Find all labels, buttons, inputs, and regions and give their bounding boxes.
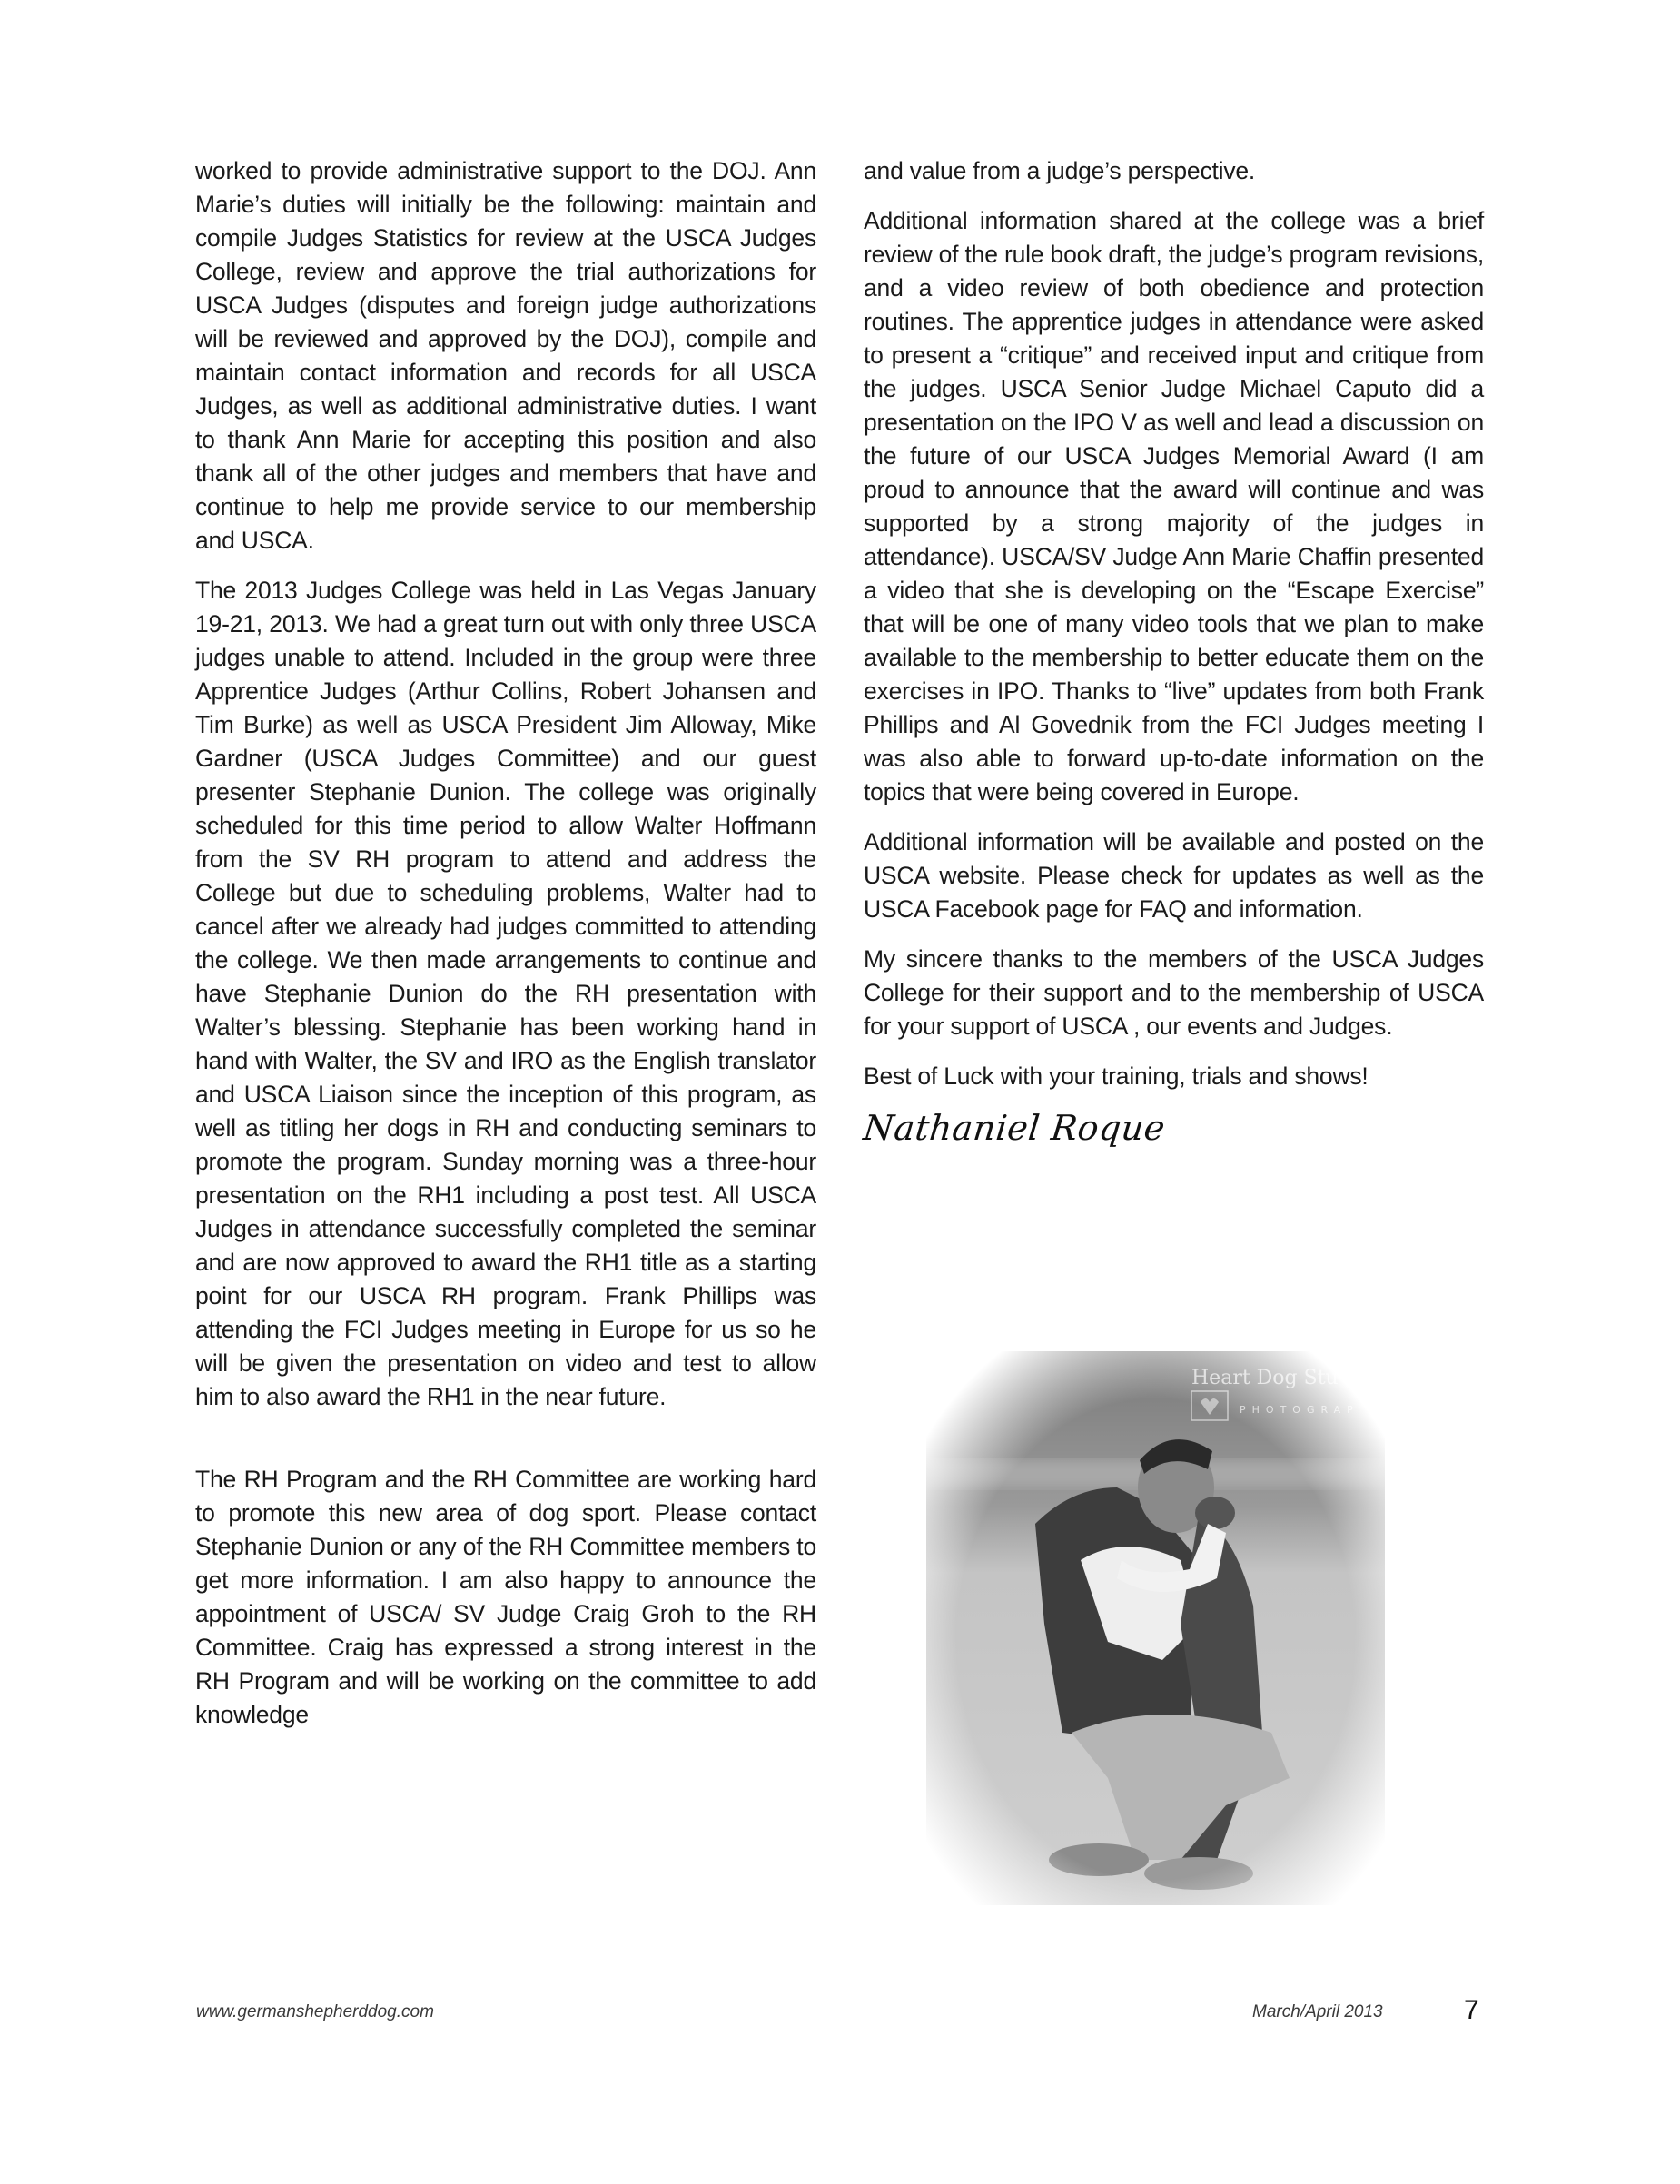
signature: Nathaniel Roque [861, 1108, 1168, 1148]
paragraph-additional-info-college: Additional information shared at the college was a brief review of the rule book draft, the judge’s program revisions, and a video review of both obedience and protection routines. The apprentice judges in attendance were asked to present a “critique” and received input and critique from the judges. USCA Senior Judge Michael Caputo did a presentation on the IPO V as well and lead a discussion on the future of our USCA Judges Memorial Award (I am proud to announce that the award will continue and was supported by a strong majority of the judges in attendance). USCA/SV Judge Ann Marie Chaffin presented a video that she is developing on the “Escape Exercise” that will be one of many video tools that we plan to make available to the membership to better educate them on the exercises in IPO. Thanks to “live” updates from both Frank Phillips and Al Govednik from the FCI Judges meeting I was also able to forward up-to-date information on the topics that were being covered in Europe. [864, 207, 1484, 805]
paragraph-thanks: My sincere thanks to the members of the USCA Judges College for their support and to the membership of USCA for your support of USCA , our events and Judges. [864, 945, 1484, 1040]
paragraph-judges-college: The 2013 Judges College was held in Las Vegas January 19-21, 2013. We had a great turn out with only three USCA judges unable to attend. Included in the group were three Apprentice Judges (Arthur Collins, Robert Johansen and Tim Burke) as well as USCA President Jim Alloway, Mike Gardner (USCA Judges Committee) and our guest presenter Stephanie Dunion. The college was originally scheduled for this time period to allow Walter Hoffmann from the SV RH program to attend and address the College but due to scheduling problems, Walter had to cancel after we already had judges committed to attending the college. We then made arrangements to continue and have Stephanie Dunion do the RH presentation with Walter’s blessing. Stephanie has been working hand in hand with Walter, the SV and IRO as the English translator and USCA Liaison since the inception of this program, as well as titling her dogs in RH and conducting seminars to promote the program. Sunday morning was a three-hour presentation on the RH1 including a post test. All USCA Judges in attendance successfully completed the seminar and are now approved to award the RH1 title as a starting point for our USCA RH program. Frank Phillips was attending the FCI Judges meeting in Europe for us so he will be given the presentation on video and test to allow him to also award the RH1 in the near future. [195, 577, 816, 1410]
page-number: 7 [1464, 1995, 1479, 2025]
photo-man-hugging-dog [926, 1351, 1385, 1905]
paragraph-judge-perspective: and value from a judge’s perspective. [864, 157, 1256, 184]
photo-illustration [926, 1351, 1385, 1905]
paragraph-best-of-luck: Best of Luck with your training, trials and shows! [864, 1062, 1369, 1090]
article-left-column [195, 154, 816, 1748]
paragraph-website-updates: Additional information will be available and posted on the USCA website. Please check for updates as well as the USCA Facebook page for FAQ and information. [864, 828, 1484, 923]
footer-issue-date: March/April 2013 [1252, 2002, 1383, 2021]
paragraph-doj-support: worked to provide administrative support to the DOJ. Ann Marie’s duties will initially be the following: maintain and compile Judges Statistics for review at the USCA Judges College, review and approve the trial authorizations for USCA Judges (disputes and foreign judge authorizations will be reviewed and approved by the DOJ), compile and maintain contact information and records for all USCA Judges, as well as additional administrative duties. I want to thank Ann Marie for accepting this position and also thank all of the other judges and members that have and continue to help me provide service to our membership and USCA. [195, 157, 816, 554]
paragraph-rh-program: The RH Program and the RH Committee are working hard to promote this new area of dog sport. Please contact Stephanie Dunion or any of the RH Committee members to get more information. I am also happy to announce the appointment of USCA/ SV Judge Craig Groh to the RH Committee. Craig has expressed a strong interest in the RH Program and will be working on the committee to add knowledge [195, 1466, 816, 1728]
footer-website-url: www.germanshepherddog.com [196, 2002, 434, 2021]
article-right-column [861, 154, 1484, 1149]
